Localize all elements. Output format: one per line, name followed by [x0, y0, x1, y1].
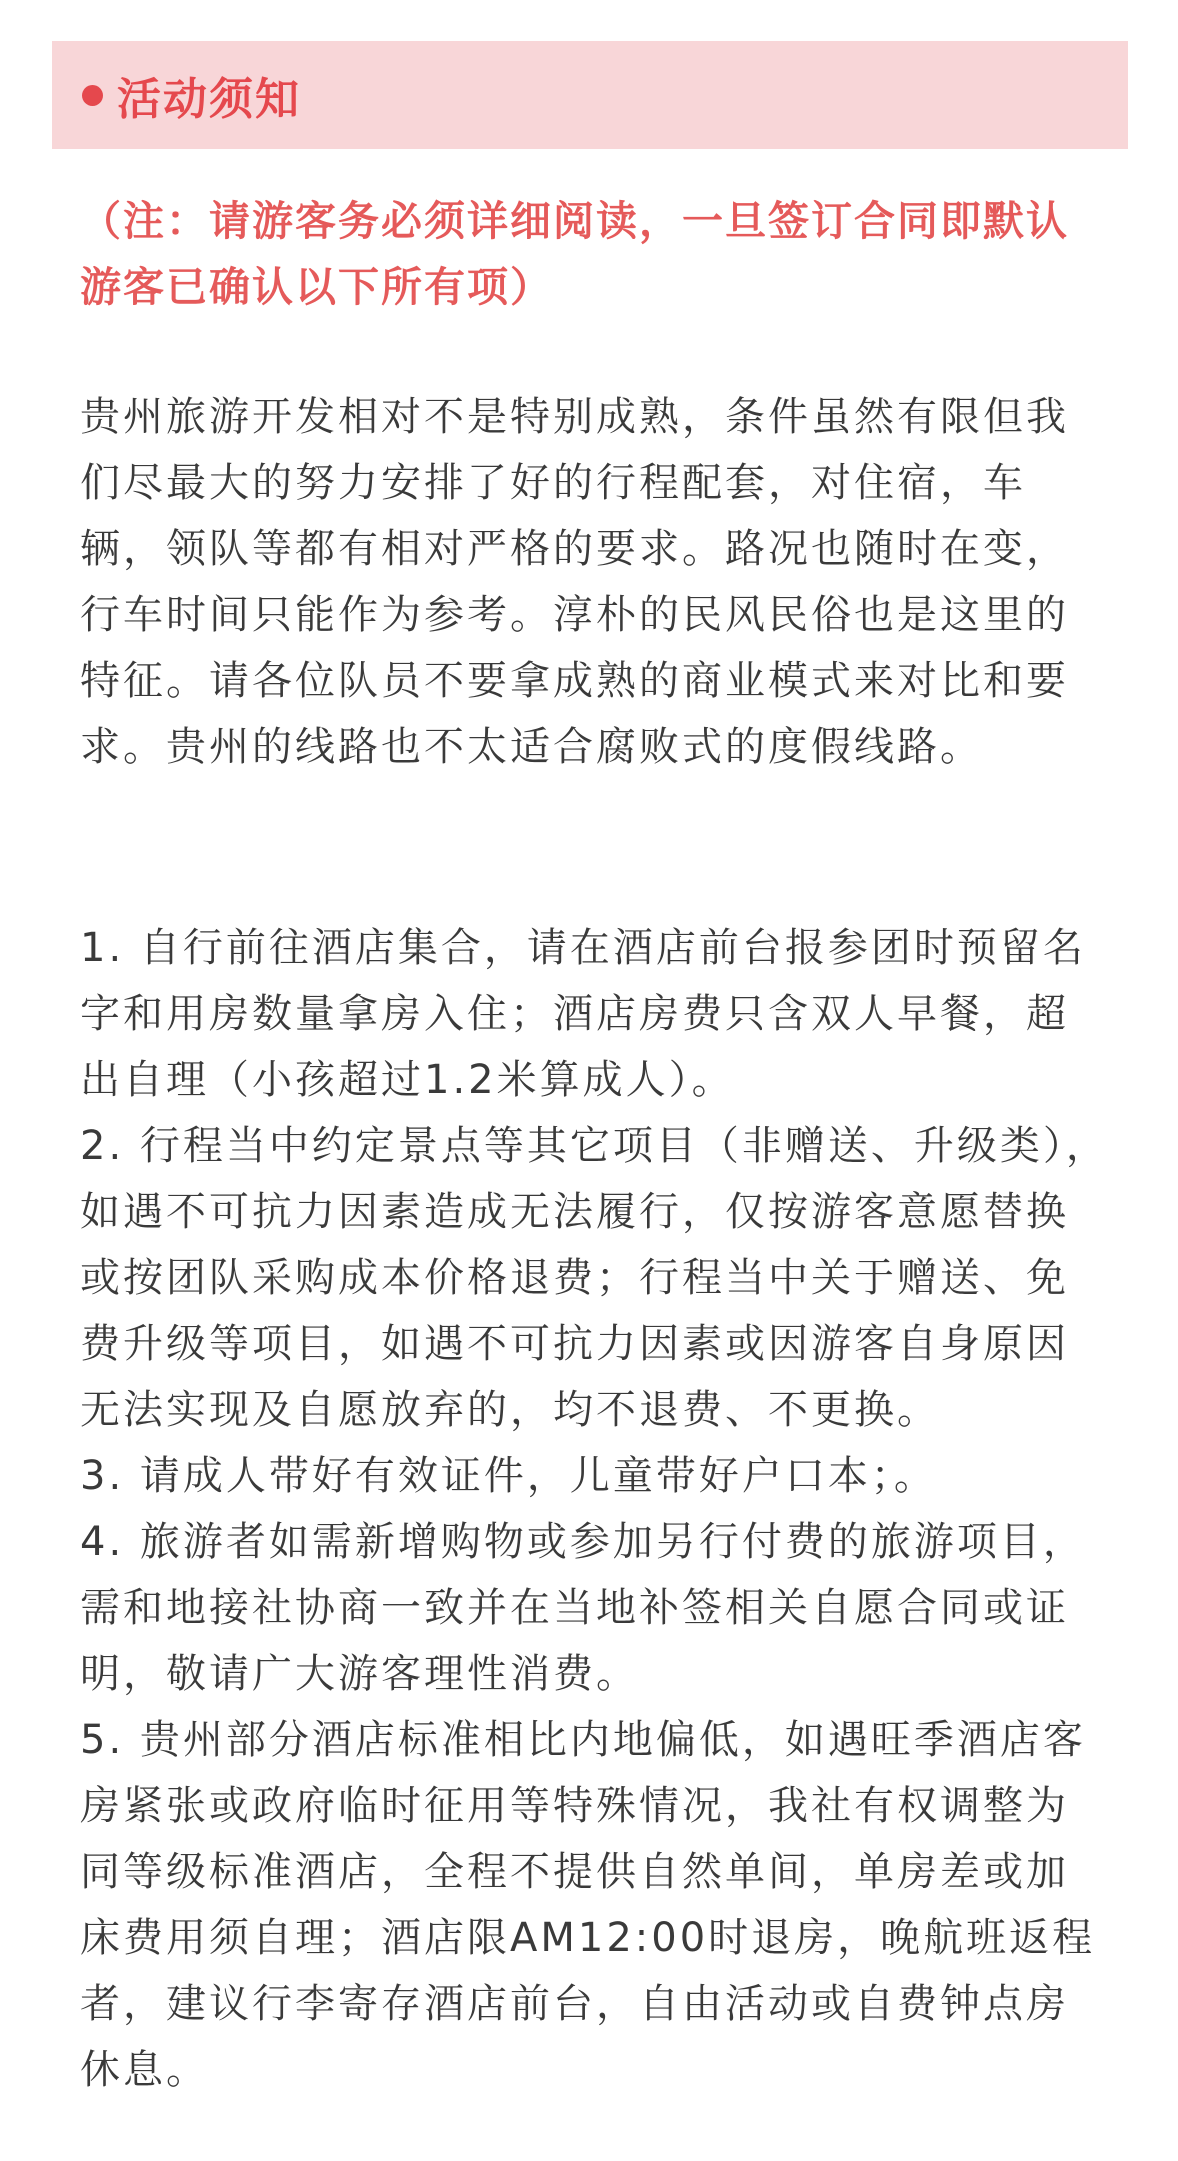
section-header	[52, 41, 1128, 149]
intro-paragraph: 贵州旅游开发相对不是特别成熟，条件虽然有限但我们尽最大的努力安排了好的行程配套，对住宿，车辆，领队等都有相对严格的要求。路况也随时在变，行车时间只能作为参考。淳朴的民风民俗也是这里的特征。请各位队员不要拿成熟的商业模式来对比和要求。贵州的线路也不太适合腐败式的度假线路。	[80, 394, 1069, 770]
rule-item-4: 4. 旅游者如需新增购物或参加另行付费的旅游项目，需和地接社协商一致并在当地补签相关自愿合同或证明，敬请广大游客理性消费。	[80, 1519, 1086, 1697]
rule-item-5: 5. 贵州部分酒店标准相比内地偏低，如遇旺季酒店客房紧张或政府临时征用等特殊情况，我社有权调整为同等级标准酒店，全程不提供自然单间，单房差或加床费用须自理；酒店限AM12:00时退房，晚航班返程者，建议行李寄存酒店前台，自由活动或自费钟点房休息。	[80, 1717, 1096, 2093]
section-title: 活动须知	[117, 74, 301, 125]
bullet-dot-icon	[82, 85, 103, 106]
rules-list	[80, 915, 1110, 2103]
notice-text: （注：请游客务必须详细阅读，一旦签订合同即默认游客已确认以下所有项）	[80, 197, 1069, 311]
rule-item-2: 2. 行程当中约定景点等其它项目（非赠送、升级类），如遇不可抗力因素造成无法履行，仅按游客意愿替换或按团队采购成本价格退费；行程当中关于赠送、免费升级等项目，如遇不可抗力因素或因游客自身原因无法实现及自愿放弃的，均不退费、不更换。	[80, 1123, 1109, 1433]
rule-item-1: 1. 自行前往酒店集合，请在酒店前台报参团时预留名字和用房数量拿房入住；酒店房费只含双人早餐，超出自理（小孩超过1.2米算成人）。	[80, 925, 1086, 1103]
rule-item-3: 3. 请成人带好有效证件，儿童带好户口本；。	[80, 1453, 937, 1499]
